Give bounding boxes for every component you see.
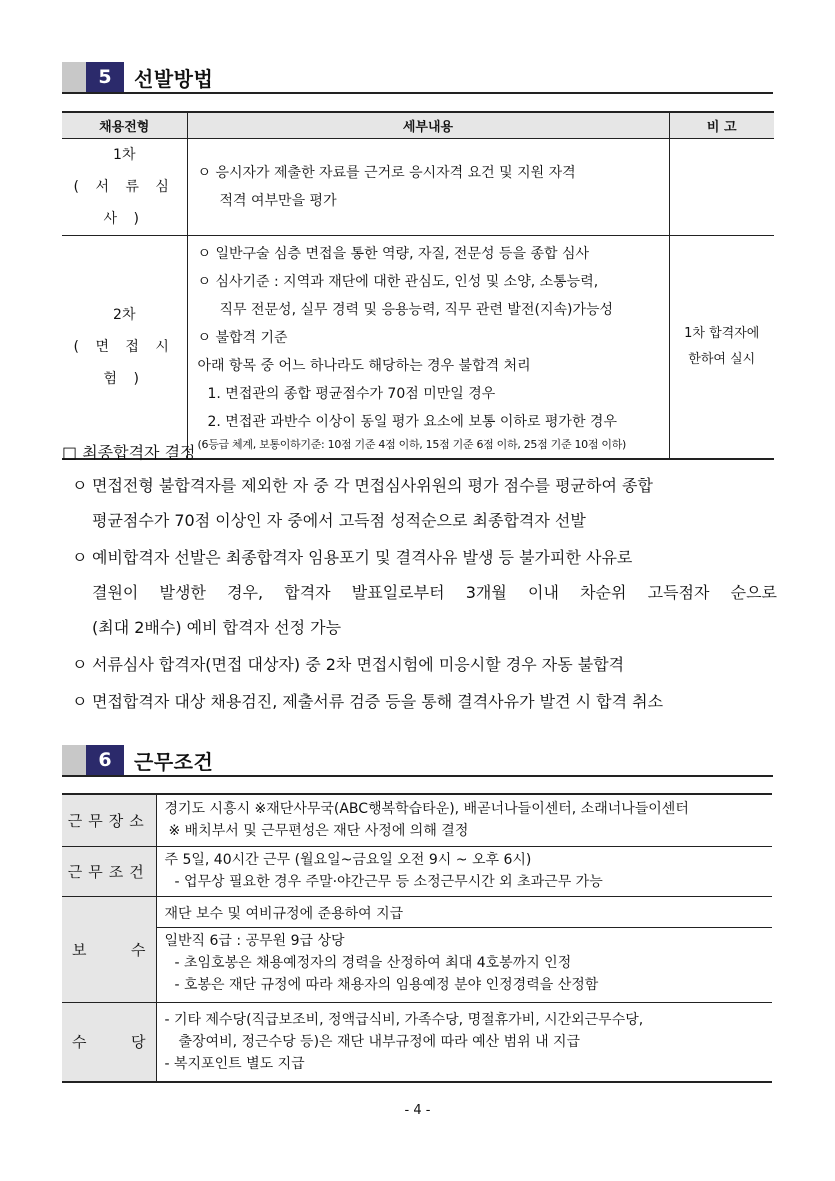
content-line: - 초임호봉은 채용예정자의 경력을 산정하여 최대 4호봉까지 인정 bbox=[174, 954, 572, 971]
row-label-part: 수 bbox=[131, 940, 146, 959]
page-number: - 4 - bbox=[404, 1103, 431, 1118]
heading-accent-bar bbox=[62, 745, 86, 775]
list-item-text: 서류심사 합격자(면접 대상자) 중 2차 면접시험에 미응시할 경우 자동 불합격 bbox=[92, 655, 625, 674]
content-line: 일반직 6급 : 공무원 9급 상당 bbox=[157, 927, 773, 952]
final-selection-section bbox=[62, 440, 777, 719]
bullet-mark: ㅇ bbox=[72, 692, 88, 711]
table-row bbox=[62, 794, 772, 846]
section-divider bbox=[62, 92, 773, 94]
content-line: 주 5일, 40시간 근무 (월요일~금요일 오전 9시 ~ 오후 6시) bbox=[164, 852, 532, 868]
note-line: 1차 합격자에 bbox=[684, 325, 760, 341]
section-title: 근무조건 bbox=[134, 749, 214, 774]
bullet-mark: ㅇ bbox=[72, 655, 88, 674]
row-label-part: 당 bbox=[131, 1033, 146, 1052]
stage-label: 2차 bbox=[113, 306, 136, 323]
list-item bbox=[62, 647, 777, 682]
heading-accent-bar bbox=[62, 62, 86, 92]
header-note: 비 고 bbox=[669, 112, 774, 138]
row-label bbox=[62, 1002, 156, 1082]
bullet-mark: ㅇ bbox=[72, 476, 88, 495]
row-content bbox=[156, 896, 772, 1002]
list-item bbox=[62, 684, 777, 719]
header-detail: 세부내용 bbox=[187, 112, 669, 138]
row-label bbox=[62, 896, 156, 1002]
note-line: 한하여 실시 bbox=[688, 351, 756, 367]
row-label-part: 보 bbox=[72, 940, 87, 959]
final-selection-heading: □ 최종합격자 결정 bbox=[62, 443, 196, 462]
table-row bbox=[62, 896, 772, 1002]
bullet-mark: ㅇ bbox=[72, 548, 88, 567]
section-title: 선발방법 bbox=[134, 66, 214, 91]
row-content bbox=[156, 794, 772, 846]
stage-sub-label: ( 면 접 시 험 ) bbox=[73, 338, 175, 387]
row-label: 근무장소 bbox=[62, 794, 156, 846]
header-stage: 채용전형 bbox=[62, 112, 187, 138]
list-item-text: 예비합격자 선발은 최종합격자 임용포기 및 결격사유 발생 등 불가피한 사유로 bbox=[92, 548, 633, 567]
row-label-part: 수 bbox=[72, 1033, 87, 1052]
content-line: - 업무상 필요한 경우 주말·야간근무 등 소정근무시간 외 초과근무 가능 bbox=[174, 874, 603, 890]
section-6-heading bbox=[62, 745, 213, 775]
list-item-text: 면접전형 불합격자를 제외한 자 중 각 면접심사위원의 평가 점수를 평균하여 종합 bbox=[92, 476, 653, 495]
content-line: 재단 보수 및 여비규정에 준용하여 지급 bbox=[164, 905, 404, 922]
detail-cell bbox=[187, 235, 669, 459]
detail-cell bbox=[187, 138, 669, 235]
table-row bbox=[62, 235, 774, 459]
content-line: 경기도 시흥시 ※재단사무국(ABC행복학습타운), 배곧너나들이센터, 소래너나들이센터 bbox=[164, 801, 689, 818]
working-conditions-table bbox=[62, 793, 772, 1083]
stage-cell bbox=[62, 138, 187, 235]
detail-line: 적격 여부만을 평가 bbox=[219, 192, 337, 209]
table-header-row bbox=[62, 112, 774, 138]
content-line: - 기타 제수당(직급보조비, 정액급식비, 가족수당, 명절휴가비, 시간외근무수당, bbox=[164, 1011, 644, 1028]
list-item bbox=[62, 468, 777, 503]
section-divider bbox=[62, 775, 773, 777]
stage-sub-label: ( 서 류 심 사 ) bbox=[73, 178, 175, 227]
table-row bbox=[62, 846, 772, 896]
row-content bbox=[156, 846, 772, 896]
detail-line: ㅇ 일반구술 심층 면접을 통한 역량, 자질, 전문성 등을 종합 심사 bbox=[197, 245, 590, 262]
table-row bbox=[62, 138, 774, 235]
note-cell bbox=[669, 235, 774, 459]
section-number: 6 bbox=[86, 745, 124, 775]
stage-label: 1차 bbox=[113, 146, 136, 163]
list-item-text: 면접합격자 대상 채용검진, 제출서류 검증 등을 통해 결격사유가 발견 시 합격 취소 bbox=[92, 692, 664, 711]
detail-line: ㅇ 응시자가 제출한 자료를 근거로 응시자격 요건 및 지원 자격 bbox=[197, 164, 576, 181]
list-item bbox=[62, 540, 777, 575]
detail-line: 1. 면접관의 종합 평균점수가 70점 미만일 경우 bbox=[207, 385, 496, 402]
list-item-continuation: (최대 2배수) 예비 합격자 선정 가능 bbox=[92, 618, 342, 637]
section-number: 5 bbox=[86, 62, 124, 92]
detail-line: 2. 면접관 과반수 이상이 동일 평가 요소에 보통 이하로 평가한 경우 bbox=[207, 413, 617, 430]
row-label: 근무조건 bbox=[62, 846, 156, 896]
list-item-continuation: 평균점수가 70점 이상인 자 중에서 고득점 성적순으로 최종합격자 선발 bbox=[92, 511, 586, 530]
list-item-continuation: 결원이 발생한 경우, 합격자 발표일로부터 3개월 이내 차순위 고득점자 순으로 bbox=[92, 583, 777, 602]
content-line: - 호봉은 재단 규정에 따라 채용자의 임용예정 분야 인정경력을 산정함 bbox=[174, 976, 599, 993]
section-5-heading bbox=[62, 62, 213, 92]
note-cell bbox=[669, 138, 774, 235]
content-line: 출장여비, 정근수당 등)은 재단 내부규정에 따라 예산 범위 내 지급 bbox=[178, 1033, 581, 1050]
detail-line: ㅇ 불합격 기준 bbox=[197, 329, 288, 346]
table-row bbox=[62, 1002, 772, 1082]
detail-line: 아래 항목 중 어느 하나라도 해당하는 경우 불합격 처리 bbox=[197, 357, 531, 374]
detail-note-line: (6등급 체계, 보통이하기준: 10점 기준 4점 이하, 15점 기준 6점 이하, 25점 기준 10점 이하) bbox=[197, 437, 627, 451]
content-line: ※ 배치부서 및 근무편성은 재단 사정에 의해 결정 bbox=[168, 823, 469, 840]
detail-line: 직무 전문성, 실무 경력 및 응용능력, 직무 관련 발전(지속)가능성 bbox=[219, 301, 614, 318]
selection-method-table bbox=[62, 111, 774, 460]
row-content bbox=[156, 1002, 772, 1082]
stage-cell bbox=[62, 235, 187, 459]
content-line: - 복지포인트 별도 지급 bbox=[164, 1055, 305, 1072]
detail-line: ㅇ 심사기준 : 지역과 재단에 대한 관심도, 인성 및 소양, 소통능력, bbox=[197, 273, 599, 290]
